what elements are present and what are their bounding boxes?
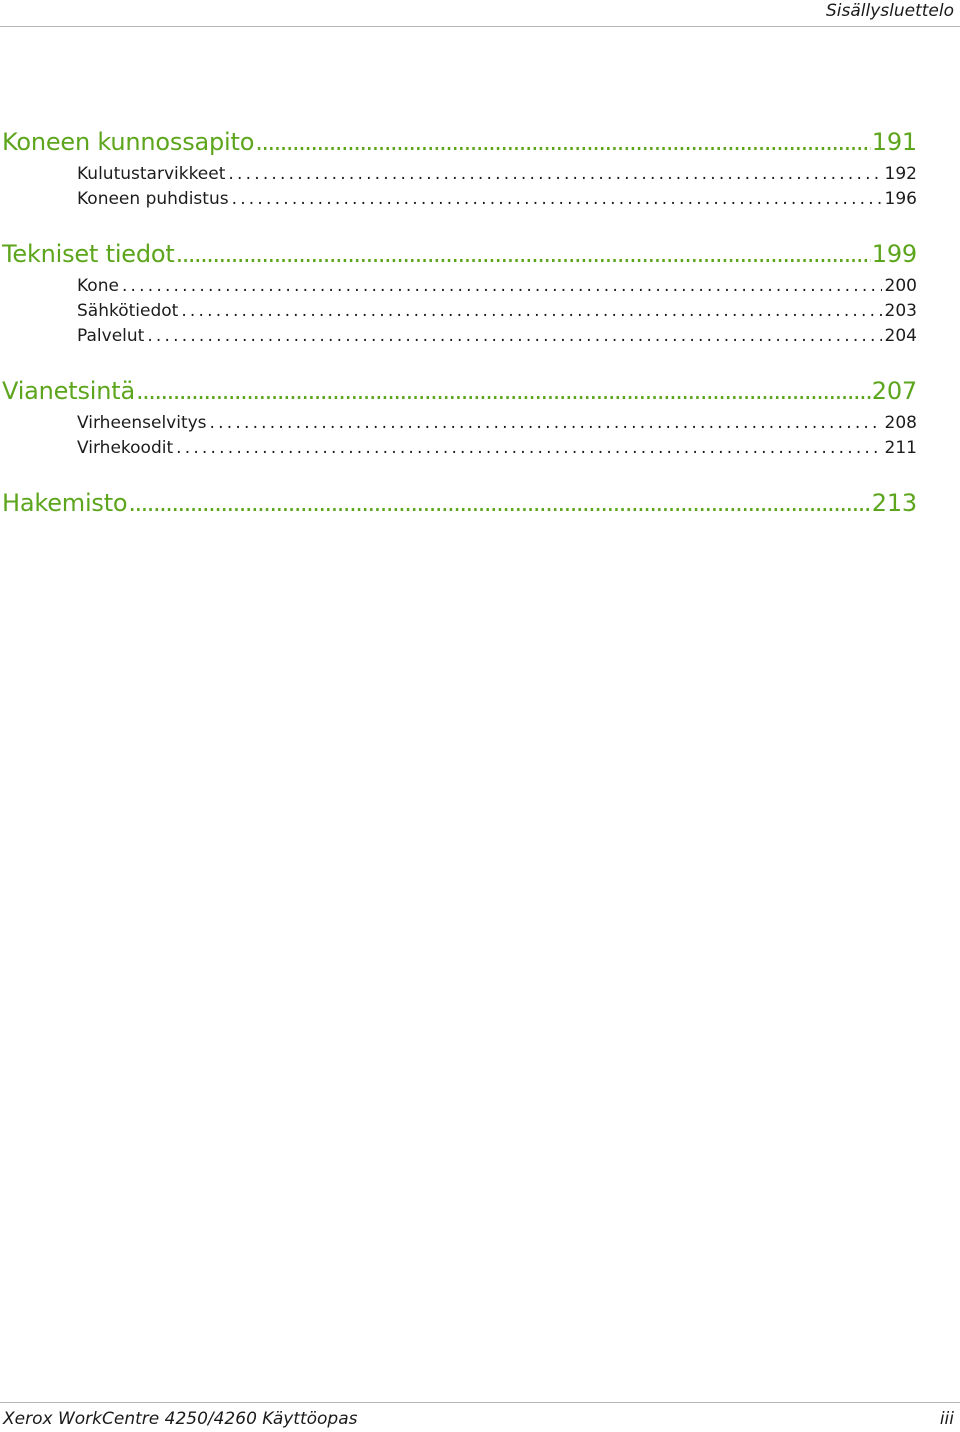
toc-chapter-page: 191 [871, 128, 917, 156]
page-header [0, 0, 960, 27]
toc-dot-leader [122, 276, 882, 296]
toc-dot-leader [176, 438, 881, 458]
toc-entry[interactable] [0, 301, 917, 326]
toc-entry-page: 204 [884, 326, 917, 346]
toc-dot-leader [210, 413, 882, 433]
header-title: Sisällysluettelo [825, 1, 954, 21]
toc-chapter-page: 207 [871, 377, 917, 405]
toc-section-tekniset-tiedot [0, 240, 917, 351]
toc-chapter-title: Vianetsintä [2, 377, 135, 405]
toc-dot-leader [181, 301, 881, 321]
toc-chapter-page: 199 [871, 240, 917, 268]
toc-entry-label: Kulutustarvikkeet [77, 164, 226, 184]
toc-dot-leader [176, 240, 871, 268]
toc-entry-label: Virheenselvitys [77, 413, 207, 433]
toc-entry[interactable] [0, 413, 917, 438]
toc-entry-page: 192 [884, 164, 917, 184]
toc-dot-leader [128, 489, 870, 517]
toc-entry[interactable] [0, 326, 917, 351]
toc-entry-label: Kone [77, 276, 119, 296]
toc-dot-leader [232, 189, 882, 209]
toc-entry-label: Palvelut [77, 326, 145, 346]
toc-entry-page: 196 [884, 189, 917, 209]
toc-entry[interactable] [0, 276, 917, 301]
toc-chapter[interactable] [0, 128, 917, 164]
toc-section-hakemisto [0, 489, 917, 525]
toc-entry[interactable] [0, 164, 917, 189]
toc-chapter-title: Hakemisto [2, 489, 128, 517]
toc-dot-leader [136, 377, 871, 405]
toc-chapter-title: Tekniset tiedot [2, 240, 175, 268]
toc-dot-leader [255, 128, 871, 156]
toc-entry-label: Virhekoodit [77, 438, 174, 458]
toc-entry-page: 211 [884, 438, 917, 458]
table-of-contents [0, 128, 917, 551]
footer-page-number: iii [939, 1409, 954, 1429]
page-footer [0, 1402, 960, 1432]
toc-section-vianetsinta [0, 377, 917, 463]
toc-entry[interactable] [0, 438, 917, 463]
toc-entry-page: 203 [884, 301, 917, 321]
toc-dot-leader [147, 326, 881, 346]
toc-section-koneen-kunnossapito [0, 128, 917, 214]
toc-entry-page: 200 [884, 276, 917, 296]
toc-entry-label: Sähkötiedot [77, 301, 179, 321]
toc-entry-page: 208 [884, 413, 917, 433]
toc-chapter[interactable] [0, 240, 917, 276]
toc-chapter-page: 213 [871, 489, 917, 517]
toc-chapter[interactable] [0, 489, 917, 525]
toc-dot-leader [228, 164, 881, 184]
toc-chapter-title: Koneen kunnossapito [2, 128, 255, 156]
toc-entry[interactable] [0, 189, 917, 214]
footer-document-title: Xerox WorkCentre 4250/4260 Käyttöopas [3, 1409, 358, 1429]
toc-chapter[interactable] [0, 377, 917, 413]
toc-entry-label: Koneen puhdistus [77, 189, 229, 209]
